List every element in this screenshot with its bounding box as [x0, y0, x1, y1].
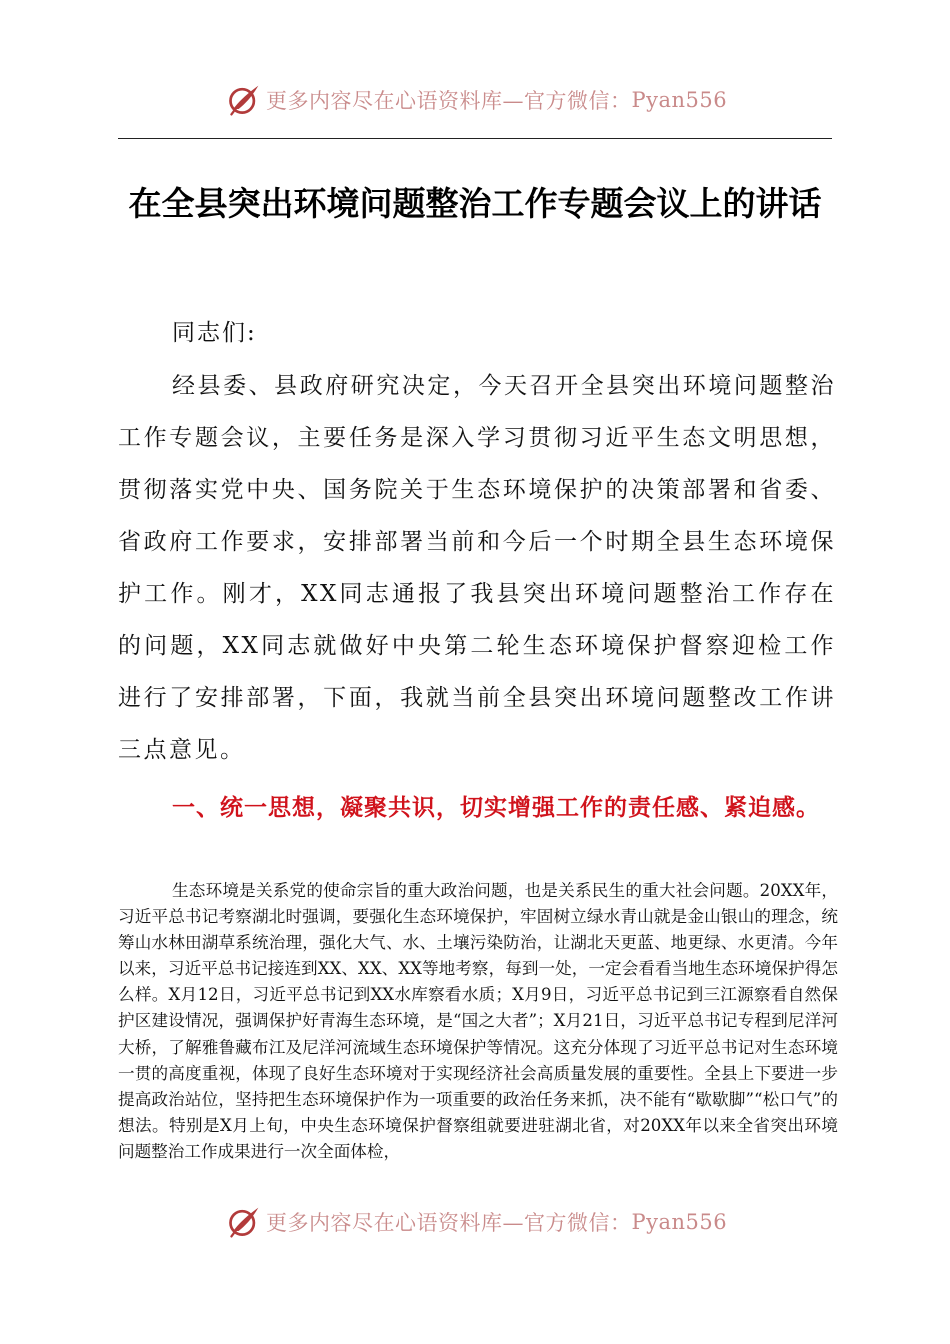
bottom-watermark: [0, 1200, 950, 1250]
top-watermark: [0, 78, 950, 128]
document-title: 在全县突出环境问题整治工作专题会议上的讲话: [128, 184, 822, 223]
intro-paragraph: 经县委、县政府研究决定，今天召开全县突出环境问题整治工作专题会议，主要任务是深入学习贯彻习近平生态文明思想，贯彻落实党中央、国务院关于生态环境保护的决策部署和省委、省政府工作要求，安排部署当前和今后一个时期全县生态环境保护工作。刚才，XX同志通报了我县突出环境问题整治工作存在的问题，XX同志就做好中央第二轮生态环境保护督察迎检工作进行了安排部署，下面，我就当前全县突出环境问题整改工作讲三点意见。: [118, 373, 836, 763]
watermark-text: 更多内容尽在心语资料库—官方微信：: [266, 1211, 632, 1235]
quill-logo-icon: [226, 82, 262, 118]
section-1-heading: 一、统一思想，凝聚共识，切实增强工作的责任感、紧迫感。: [172, 795, 820, 821]
watermark-wechat-id: Pyan556: [631, 88, 728, 112]
watermark-banner-footer: [226, 1204, 727, 1240]
watermark-text: 更多内容尽在心语资料库—官方微信：: [266, 89, 632, 113]
header-divider: [118, 138, 832, 139]
quill-logo-icon: [226, 1204, 262, 1240]
greeting: 同志们:: [172, 320, 257, 346]
watermark-banner: [226, 82, 727, 118]
watermark-wechat-id: Pyan556: [631, 1210, 728, 1234]
section-1-body: 生态环境是关系党的使命宗旨的重大政治问题，也是关系民生的重大社会问题。20XX年，习近平总书记考察湖北时强调，要强化生态环境保护，牢固树立绿水青山就是金山银山的理念，统筹山水林田湖草系统治理，强化大气、水、土壤污染防治，让湖北天更蓝、地更绿、水更清。今年以来，习近平总书记接连到XX、XX、XX等地考察，每到一处，一定会看看当地生态环境保护得怎么样。X月12日，习近平总书记到XX水库察看水质；X月9日，习近平总书记到三江源察看自然保护区建设情况，强调保护好青海生态环境，是“国之大者”；X月21日，习近平总书记专程到尼洋河大桥，了解雅鲁藏布江及尼洋河流域生态环境保护等情况。这充分体现了习近平总书记对生态环境一贯的高度重视，体现了良好生态环境对于实现经济社会高质量发展的重要性。全县上下要进一步提高政治站位，坚持把生态环境保护作为一项重要的政治任务来抓，决不能有“歇歇脚”“松口气”的想法。特别是X月上旬，中央生态环境保护督察组就要进驻湖北省，对20XX年以来全省突出环境问题整治工作成果进行一次全面体检，: [118, 881, 838, 1161]
